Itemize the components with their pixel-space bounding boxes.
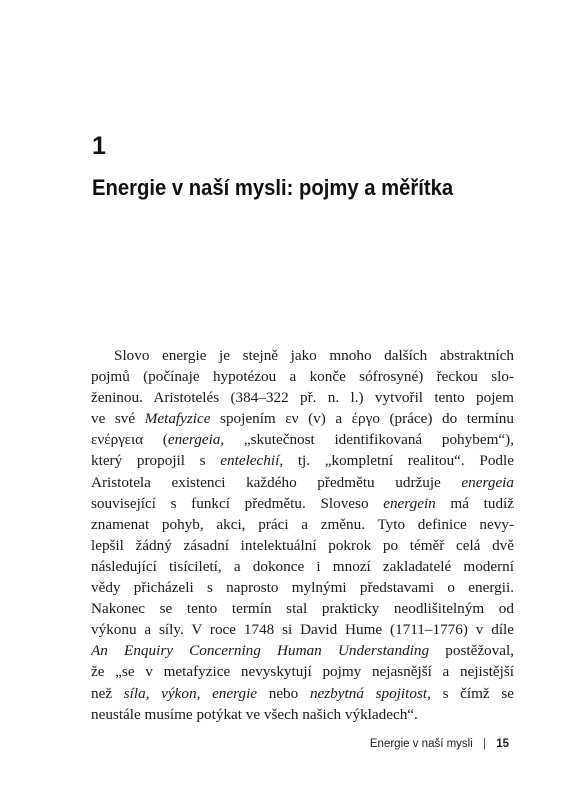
page-number: 15 [496,738,509,750]
italic-term: energein [383,494,436,512]
text-line: ve své Metafyzice spojením εν (v) a έργο (práce) do termínu [91,410,514,428]
footer-separator: | [483,738,486,750]
text-line: vědy přicházeli s naprosto mylnými představami o energii. [91,579,514,597]
italic-term: entelechií [220,452,280,470]
text-line: že „se v metafyzice nevyskytují pojmy nejasnější a nejistější [91,663,514,681]
text-line: Nakonec se tento termín stal prakticky neodlišitelným od [91,600,514,618]
page-footer [370,738,509,750]
text-line: znamenat pohyb, akci, práci a změnu. Tyto definice nevy- [91,515,514,533]
text-line: následující tisíciletí, a dokonce i mnozí zakladatelé moderní [91,557,514,575]
chapter-title: Energie v naší mysli: pojmy a měřítka [92,175,454,200]
text-line: výkonu a síly. V roce 1748 si David Hume (1711–1776) v díle [91,621,514,639]
text-line: neustále musíme potýkat ve všech našich výkladech“. [91,705,418,723]
italic-term: energeia [167,431,221,449]
italic-term: síla, výkon, energie [123,684,258,702]
text-line: ženinou. Aristotelés (384–322 př. n. l.) vytvořil tento pojem [91,389,514,407]
text-line: Aristotela existenci každého předmětu udržuje energeia [91,473,514,491]
text-line: ενέργεια (energeia, „skutečnost identifikovaná pohybem“), [91,431,514,449]
text-line: Slovo energie je stejně jako mnoho dalších abstraktních [114,347,514,364]
chapter-number: 1 [92,132,106,160]
body-paragraph [91,345,514,725]
text-line: než síla, výkon, energie nebo nezbytná spojitost, s čímž se [91,684,515,702]
text-line: lepšil žádný zásadní intelektuální pokrok po téměř celá dvě [91,536,514,554]
running-title: Energie v naší mysli [369,738,473,750]
text-line: související s funkcí předmětu. Sloveso energein má tudíž [91,494,515,512]
text-line: pojmů (počínaje hypotézou a konče sófrosyné) řeckou slo- [91,368,514,386]
italic-term: nezbytná spojitost [309,684,428,702]
italic-term: An Enquiry Concerning Human Understanding [91,642,430,660]
text-line: An Enquiry Concerning Human Understanding postěžoval, [91,642,515,660]
italic-term: Metafyzice [144,410,211,428]
text-line: který propojil s entelechií, tj. „kompletní realitou“. Podle [91,452,514,470]
italic-term: energeia [461,473,514,491]
